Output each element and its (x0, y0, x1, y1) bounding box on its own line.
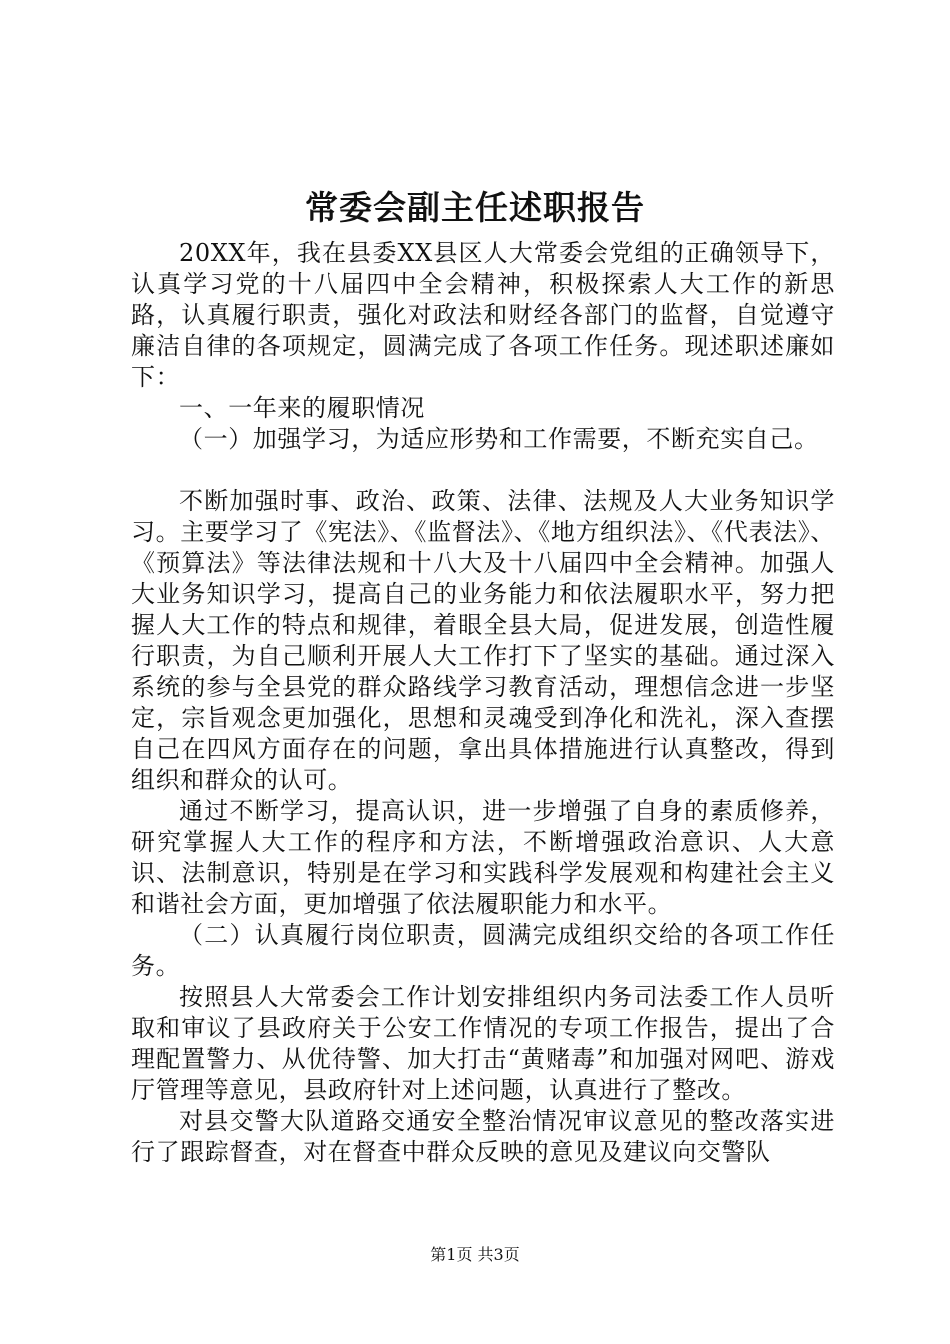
paragraph-traffic: 对县交警大队道路交通安全整治情况审议意见的整改落实进行了跟踪督查，对在督查中群众反映的意见及建议向交警队 (131, 1107, 835, 1166)
paragraph-intro: 20XX年，我在县委XX县区人大常委会党组的正确领导下，认真学习党的十八届四中全会精神，积极探索人大工作的新思路，认真履行职责，强化对政法和财经各部门的监督，自觉遵守廉洁自律的各项规定，圆满完成了各项工作任务。现述职述廉如下： (131, 239, 835, 391)
paragraph-study: 不断加强时事、政治、政策、法律、法规及人大业务知识学习。主要学习了《宪法》、《监督法》、《地方组织法》、《代表法》、《预算法》等法律法规和十八大及十八届四中全会精神。加强人大业务知识学习，提高自己的业务能力和依法履职水平，努力把握人大工作的特点和规律，着眼全县大局，促进发展，创造性履行职责，为自己顺利开展人大工作打下了坚实的基础。通过深入系统的参与全县党的群众路线学习教育活动，理想信念进一步坚定，宗旨观念更加强化，思想和灵魂受到净化和洗礼，深入查摆自己在四风方面存在的问题，拿出具体措施进行认真整改，得到组织和群众的认可。 (131, 487, 835, 794)
section-heading-1: 一、一年来的履职情况 (179, 394, 425, 422)
subsection-heading-2: （二）认真履行岗位职责，圆满完成组织交给的各项工作任务。 (131, 921, 835, 980)
subsection-heading-1: （一）加强学习，为适应形势和工作需要，不断充实自己。 (179, 425, 819, 453)
paragraph-public-security: 按照县人大常委会工作计划安排组织内务司法委工作人员听取和审议了县政府关于公安工作情况的专项工作报告，提出了合理配置警力、从优待警、加大打击“黄赌毒”和加强对网吧、游戏厅管理等意见，县政府针对上述问题，认真进行了整改。 (131, 983, 835, 1104)
page-footer: 第1页 共3页 (430, 1245, 520, 1264)
document-body (131, 238, 835, 1168)
paragraph-awareness: 通过不断学习，提高认识，进一步增强了自身的素质修养，研究掌握人大工作的程序和方法，不断增强政治意识、人大意识、法制意识，特别是在学习和实践科学发展观和构建社会主义和谐社会方面，更加增强了依法履职能力和水平。 (131, 797, 835, 918)
document-title: 常委会副主任述职报告 (305, 188, 645, 227)
